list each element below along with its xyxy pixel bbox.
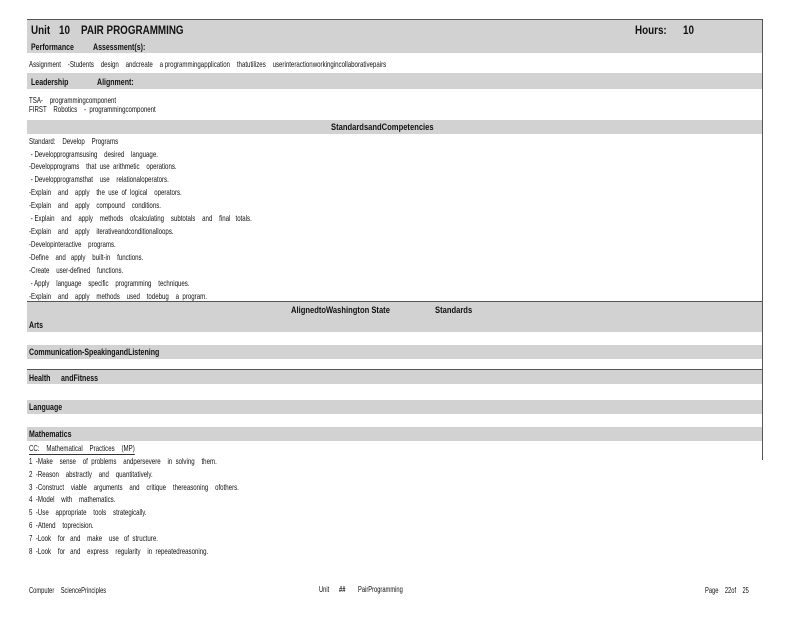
aligned-bar: [27, 302, 763, 332]
mathematics-bar: [27, 427, 763, 441]
leadership-label: Leadership: [31, 77, 69, 87]
subject-mathematics: Mathematics: [29, 429, 72, 439]
hours-value: 10: [683, 23, 694, 37]
leadership-line: FIRST Robotics - programmingcomponent: [29, 104, 156, 114]
curriculum-page: [27, 0, 769, 618]
unit-label: Unit: [31, 23, 51, 37]
subject-language: Language: [29, 402, 63, 412]
footer-unit-label: Unit: [319, 585, 330, 594]
footer-page-number: Page 22of 25: [705, 586, 749, 595]
standard-line: Standard: Develop Programs: [29, 136, 119, 146]
footer-unit-mark: ##: [339, 585, 346, 594]
footer-course: Computer SciencePrinciples: [29, 586, 107, 595]
standard-line: - Developprogramsthat use relationaloperators.: [29, 174, 169, 184]
standard-line: -Developprograms that use arithmetic operations.: [29, 161, 177, 171]
standard-line: -Explain and apply iterativeandconditionalloops.: [29, 226, 174, 236]
subject-arts: Arts: [29, 320, 44, 330]
unit-title: PAIR PROGRAMMING: [81, 23, 184, 37]
standard-line: -Developinteractive programs.: [29, 239, 116, 249]
language-bar: [27, 400, 763, 414]
performance-label: Performance: [31, 42, 74, 52]
standard-line: - Developprogramsusing desired language.: [29, 149, 158, 159]
leadership-bar: [27, 73, 763, 89]
subject-fitness: andFitness: [61, 373, 99, 383]
math-practice-item: 4 -Model with mathematics.: [29, 494, 116, 504]
health-bar: [27, 370, 763, 384]
alignment-label: Alignment:: [97, 77, 134, 87]
standard-line: -Create user-defined functions.: [29, 265, 124, 275]
footer-unit-title: PairProgramming: [358, 585, 403, 594]
leadership-line: TSA- programmingcomponent: [29, 95, 117, 105]
standard-line: - Apply language specific programming techniques.: [29, 278, 190, 288]
standard-line: - Explain and apply methods ofcalculating subtotals and final totals.: [29, 213, 252, 223]
table-right-border: [762, 19, 763, 460]
standard-line: -Explain and apply methods used todebug a program.: [29, 291, 207, 301]
aligned-title-suffix: Standards: [435, 305, 473, 316]
unit-number: 10: [59, 23, 70, 37]
subject-communication: Communication-SpeakingandListening: [29, 347, 160, 357]
subject-health: Health: [29, 373, 51, 383]
math-practice-item: 5 -Use appropriate tools strategically.: [29, 507, 147, 517]
math-practice-item: 3 -Construct viable arguments and critique thereasoning ofothers.: [29, 482, 239, 492]
assessment-label: Assessment(s):: [93, 42, 146, 52]
standard-line: -Explain and apply the use of logical operators.: [29, 187, 182, 197]
header-top-rule: [27, 19, 763, 20]
math-practice-item: 8 -Look for and express regularity in repeatedreasoning.: [29, 546, 209, 556]
hours-label: Hours:: [635, 23, 667, 37]
math-practice-item: 7 -Look for and make use of structure.: [29, 533, 158, 543]
aligned-title: AlignedtoWashington State: [291, 305, 390, 316]
standard-line: -Explain and apply compound conditions.: [29, 200, 161, 210]
math-practice-item: 1 -Make sense of problems andpersevere in solving them.: [29, 456, 217, 466]
standards-title: StandardsandCompetencies: [331, 122, 434, 133]
assignment-text: Assignment -Students design andcreate a programmingapplication thatutilizes userinteractionworkingincollaborativepairs: [29, 59, 387, 69]
math-practice-item: 6 -Attend toprecision.: [29, 520, 94, 530]
standard-line: -Define and apply built-in functions.: [29, 252, 144, 262]
math-practices-heading: CC: Mathematical Practices (MP): [29, 443, 135, 453]
math-practice-item: 2 -Reason abstractly and quantitatively.: [29, 469, 153, 479]
